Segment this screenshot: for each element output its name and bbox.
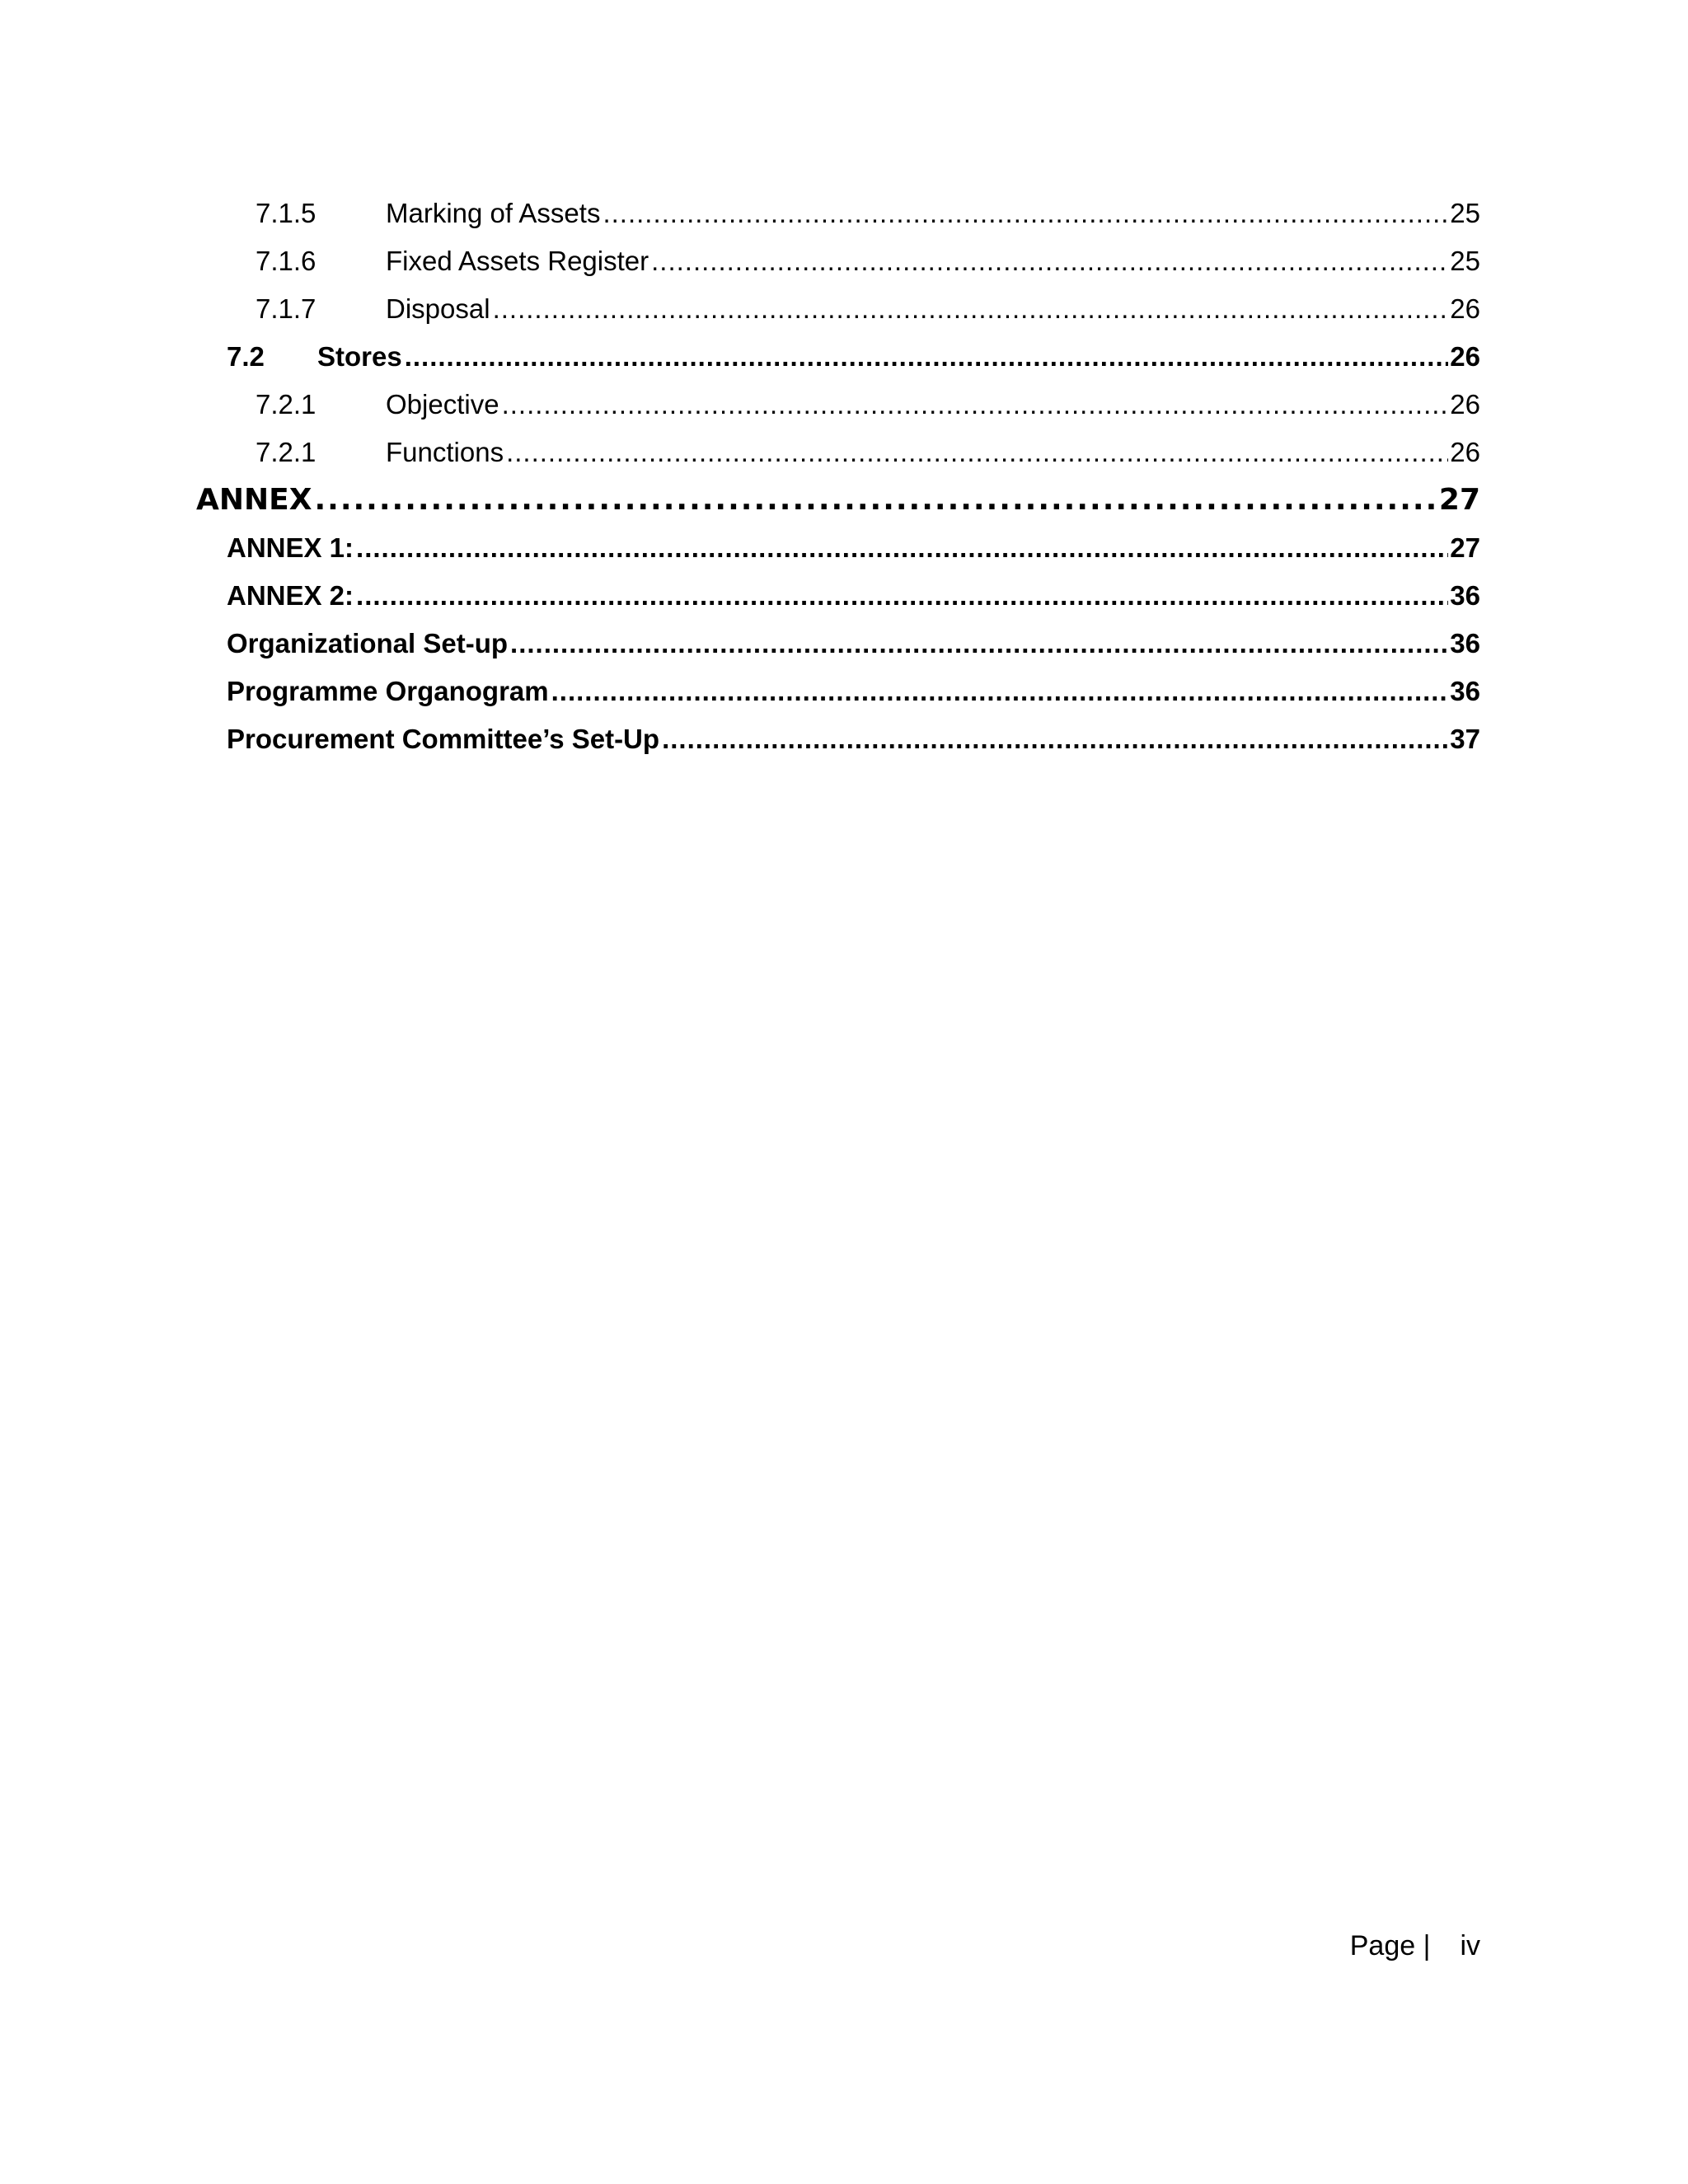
dot-leader [314, 483, 1437, 517]
toc-entry-title: Programme Organogram [227, 676, 549, 706]
toc-entry-page: 26 [1450, 437, 1480, 467]
toc-entry[interactable] [227, 532, 1480, 564]
dot-leader [493, 293, 1449, 325]
toc-entry-title: ANNEX 2: [227, 580, 354, 611]
page-footer [1350, 1930, 1480, 1962]
dot-leader [603, 198, 1448, 229]
toc-entry-title: Objective [386, 389, 499, 419]
toc-entry[interactable] [256, 437, 1480, 468]
toc-entry[interactable] [227, 676, 1480, 707]
toc-entry[interactable] [256, 293, 1480, 325]
toc-entry-heading[interactable] [196, 483, 1480, 517]
toc-entry-title: Marking of Assets [386, 198, 601, 228]
page-number: iv [1460, 1930, 1480, 1961]
toc-entry-number: 7.1.7 [256, 293, 316, 324]
dot-leader [651, 246, 1448, 277]
dot-leader [356, 532, 1448, 564]
dot-leader [502, 389, 1449, 420]
toc-entry-title: ANNEX [196, 483, 312, 517]
toc-entry-page: 26 [1450, 293, 1480, 324]
dot-leader [551, 676, 1449, 707]
toc-entry-number: 7.2.1 [256, 437, 316, 467]
toc-entry-title: Disposal [386, 293, 490, 324]
toc-entry-page: 25 [1450, 246, 1480, 276]
toc-entry[interactable] [227, 724, 1480, 755]
page-label: Page | [1349, 1930, 1431, 1961]
toc-entry-number: 7.2.1 [256, 389, 316, 419]
toc-entry-page: 25 [1450, 198, 1480, 228]
toc-entry[interactable] [227, 628, 1480, 659]
toc-entry-number: 7.2 [227, 341, 265, 372]
toc-entry[interactable] [256, 198, 1480, 229]
toc-entry-page: 36 [1450, 676, 1480, 706]
toc-entry[interactable] [256, 246, 1480, 277]
toc-entry[interactable] [227, 341, 1480, 373]
toc-entry-page: 36 [1450, 628, 1480, 658]
dot-leader [506, 437, 1448, 468]
toc-entry-page: 26 [1450, 341, 1480, 372]
toc-entry-number: 7.1.5 [256, 198, 316, 228]
toc-entry-page: 36 [1450, 580, 1480, 611]
toc-entry-title: Procurement Committee’s Set-Up [227, 724, 660, 754]
toc-entry-page: 27 [1450, 532, 1480, 563]
toc-entry-title: Stores [317, 341, 402, 372]
dot-leader [662, 724, 1448, 755]
toc-entry[interactable] [256, 389, 1480, 420]
toc-entry-page: 27 [1438, 483, 1480, 517]
toc-entry-title: Organizational Set-up [227, 628, 509, 658]
toc-entry-page: 37 [1450, 724, 1480, 754]
toc-entry-title: ANNEX 1: [227, 532, 354, 563]
toc-entry-number: 7.1.6 [256, 246, 316, 276]
toc-entry-title: Functions [386, 437, 504, 467]
toc-entry-page: 26 [1450, 389, 1480, 419]
toc-entry-title: Fixed Assets Register [386, 246, 649, 276]
dot-leader [405, 341, 1449, 373]
dot-leader [510, 628, 1448, 659]
toc-entry[interactable] [227, 580, 1480, 612]
dot-leader [356, 580, 1448, 612]
